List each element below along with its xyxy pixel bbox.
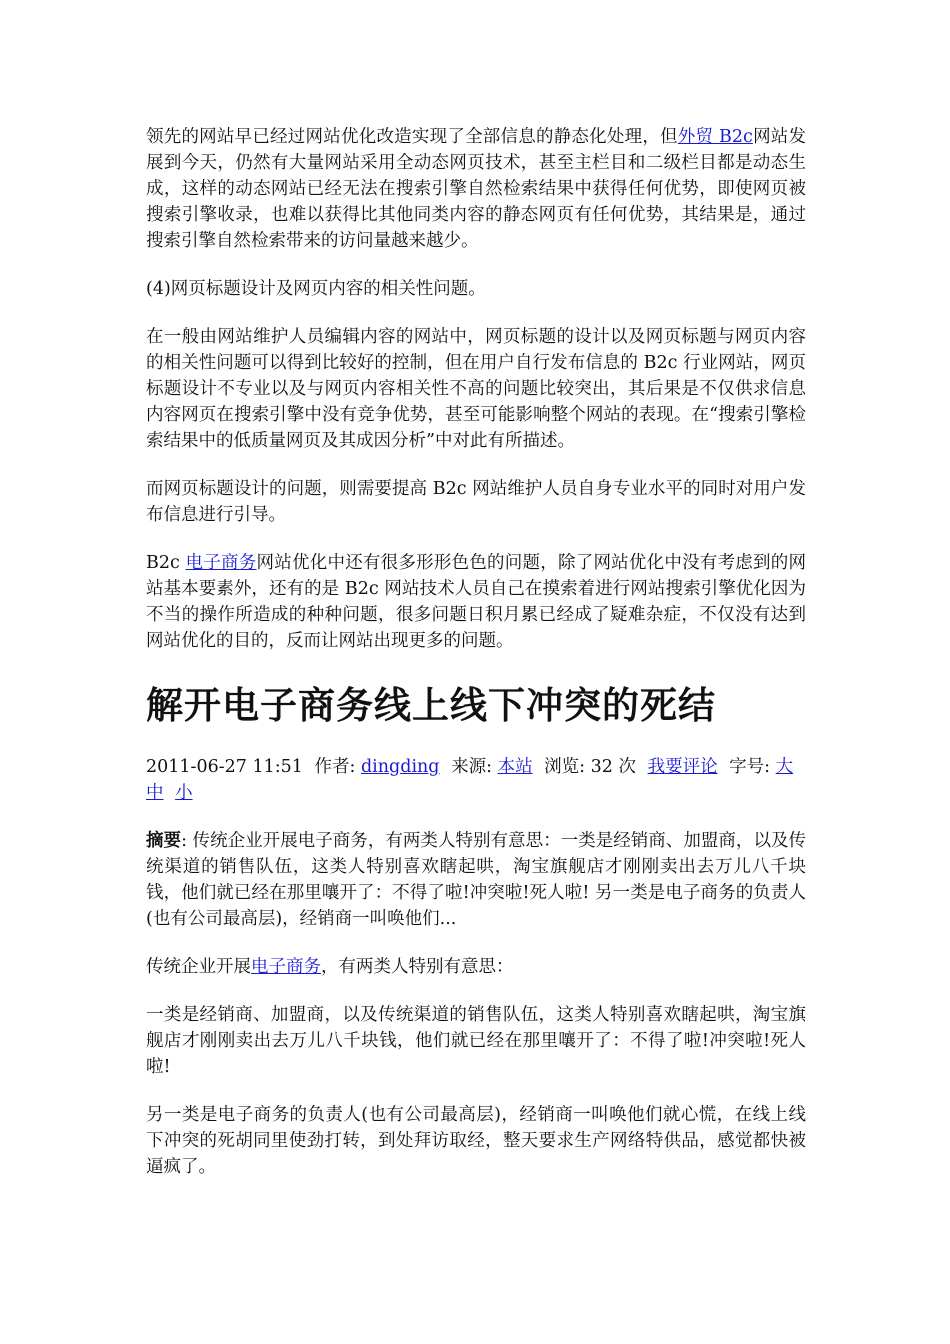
author-label: 作者: <box>314 757 356 777</box>
comment-link[interactable]: 我要评论 <box>647 757 718 777</box>
paragraph-text: 领先的网站早已经过网站优化改造实现了全部信息的静态化处理，但 <box>146 127 678 147</box>
paragraph-text: 传统企业开展 <box>146 957 251 977</box>
paragraph: 一类是经销商、加盟商，以及传统渠道的销售队伍，这类人特别喜欢瞎起哄，淘宝旗舰店才刚刚卖出去万儿八千块钱，他们就已经在那里嚷开了：不得了啦!冲突啦!死人啦! <box>146 1005 806 1077</box>
paragraph-heading-4: (4)网页标题设计及网页内容的相关性问题。 <box>146 279 486 299</box>
paragraph: 在一般由网站维护人员编辑内容的网站中，网页标题的设计以及网页标题与网页内容的相关性问题可以得到比较好的控制，但在用户自行发布信息的 B2c 行业网站，网页标题设计不专业以及与网页内容相关性不高的问题比较突出，其后果是不仅供求信息内容网页在搜索引擎中没有竞争优势，甚至可能影响整个网站的表现。在“搜索引擎检索结果中的低质量网页及其成因分析”中对此有所描述。 <box>146 327 806 451</box>
article-meta <box>146 754 806 806</box>
link-foreign-trade-b2c[interactable]: 外贸 B2c <box>677 127 753 147</box>
font-size-small-link[interactable]: 小 <box>175 783 193 803</box>
views-count: 32 <box>590 757 613 777</box>
abstract-label: 摘要 <box>146 831 182 851</box>
font-size-medium-link[interactable]: 中 <box>146 783 164 803</box>
document-page <box>146 124 806 1180</box>
paragraph <box>146 550 806 654</box>
paragraph-text: B2c <box>146 553 186 573</box>
views-label: 浏览: <box>544 757 586 777</box>
views-unit: 次 <box>618 757 636 777</box>
article-title: 解开电子商务线上线下冲突的死结 <box>146 684 716 727</box>
link-ecommerce[interactable]: 电子商务 <box>251 957 321 977</box>
paragraph <box>146 954 806 980</box>
link-ecommerce[interactable]: 电子商务 <box>185 553 257 573</box>
paragraph: 而网页标题设计的问题，则需要提高 B2c 网站维护人员自身专业水平的同时对用户发布信息进行引导。 <box>146 479 806 525</box>
paragraph-text: ，有两类人特别有意思： <box>321 957 514 977</box>
paragraph-text: 网站发展到今天，仍然有大量网站采用全动态网页技术，甚至主栏目和二级栏目都是动态生成，这样的动态网站已经无法在搜索引擎自然检索结果中获得任何优势，即使网页被搜索引擎收录，也难以获得比其他同类内容的静态网页有任何优势，其结果是，通过搜索引擎自然检索带来的访问量越来越少。 <box>146 127 807 251</box>
font-size-label: 字号: <box>729 757 771 777</box>
paragraph <box>146 124 806 254</box>
paragraph: 另一类是电子商务的负责人(也有公司最高层)，经销商一叫唤他们就心慌，在线上线下冲突的死胡同里使劲打转，到处拜访取经，整天要求生产网络特供品，感觉都快被逼疯了。 <box>146 1105 806 1177</box>
abstract-text: : 传统企业开展电子商务，有两类人特别有意思：一类是经销商、加盟商，以及传统渠道的销售队伍，这类人特别喜欢瞎起哄，淘宝旗舰店才刚刚卖出去万儿八千块钱，他们就已经在那里嚷开了：不得了啦!冲突啦!死人啦! 另一类是电子商务的负责人(也有公司最高层)，经销商一叫唤他们... <box>146 831 806 929</box>
article-datetime: 2011-06-27 11:51 <box>146 757 303 777</box>
article-abstract <box>146 828 806 932</box>
source-label: 来源: <box>451 757 492 777</box>
source-link[interactable]: 本站 <box>497 757 533 777</box>
font-size-large-link[interactable]: 大 <box>775 757 794 777</box>
author-link[interactable]: dingding <box>360 757 440 777</box>
paragraph-text: 网站优化中还有很多形形色色的问题，除了网站优化中没有考虑到的网站基本要素外，还有的是 B2c 网站技术人员自己在摸索着进行网站搜索引擎优化因为不当的操作所造成的种种问题，很多问题日积月累已经成了疑难杂症，不仅没有达到网站优化的目的，反而让网站出现更多的问题。 <box>146 553 807 651</box>
